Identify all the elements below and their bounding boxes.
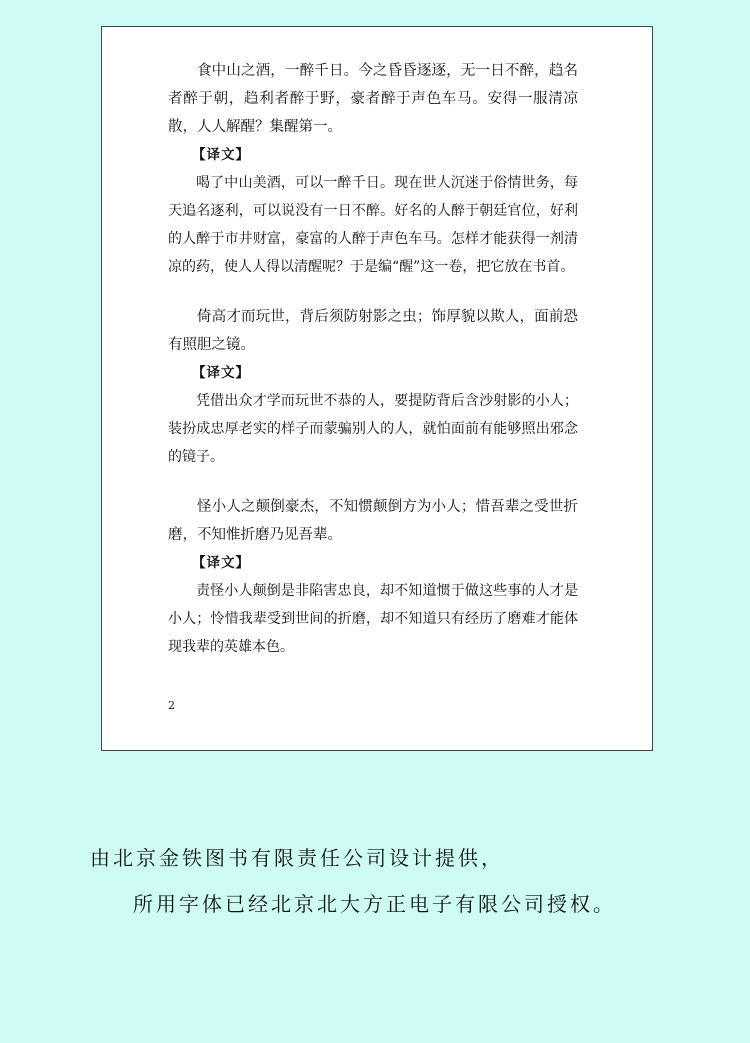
original-text: 倚高才而玩世，背后须防射影之虫；饰厚貌以欺人，面前恐有照胆之镜。	[168, 309, 578, 353]
original-text: 食中山之酒，一醉千日。今之昏昏逐逐，无一日不醉，趋名者醉于朝，趋利者醉于野，豪者醉于声色车马。安得一服清凉散，人人解醒？集醒第一。	[168, 63, 578, 135]
book-page	[101, 26, 653, 751]
translation-text: 责怪小人颠倒是非陷害忠良，却不知道惯于做这些事的人才是小人；怜惜我辈受到世间的折磨，却不知道只有经历了磨难才能体现我辈的英雄本色。	[168, 583, 578, 655]
passage-section	[168, 57, 578, 281]
translation-label: 【译文】	[192, 365, 250, 381]
page-content	[168, 57, 578, 661]
credit-line-publisher: 由北京金铁图书有限责任公司设计提供，	[90, 846, 504, 870]
translation-label: 【译文】	[192, 147, 250, 163]
original-text: 怪小人之颠倒豪杰，不知惯颠倒方为小人；惜吾辈之受世折磨，不知惟折磨乃见吾辈。	[168, 499, 578, 543]
passage-section	[168, 303, 578, 471]
translation-text: 凭借出众才学而玩世不恭的人，要提防背后含沙射影的小人；装扮成忠厚老实的样子而蒙骗别人的人，就怕面前有能够照出邪念的镜子。	[168, 393, 578, 465]
translation-text: 喝了中山美酒，可以一醉千日。现在世人沉迷于俗情世务，每天追名逐利，可以说没有一日不醉。好名的人醉于朝廷官位，好利的人醉于市井财富，豪富的人醉于声色车马。怎样才能获得一剂清凉的药，使人人得以清醒呢？于是编“醒”这一卷，把它放在书首。	[168, 175, 578, 275]
translation-label: 【译文】	[192, 555, 250, 571]
passage-section	[168, 493, 578, 661]
credit-line-font-license: 所用字体已经北京北大方正电子有限公司授权。	[133, 892, 616, 916]
page-number: 2	[168, 699, 175, 712]
